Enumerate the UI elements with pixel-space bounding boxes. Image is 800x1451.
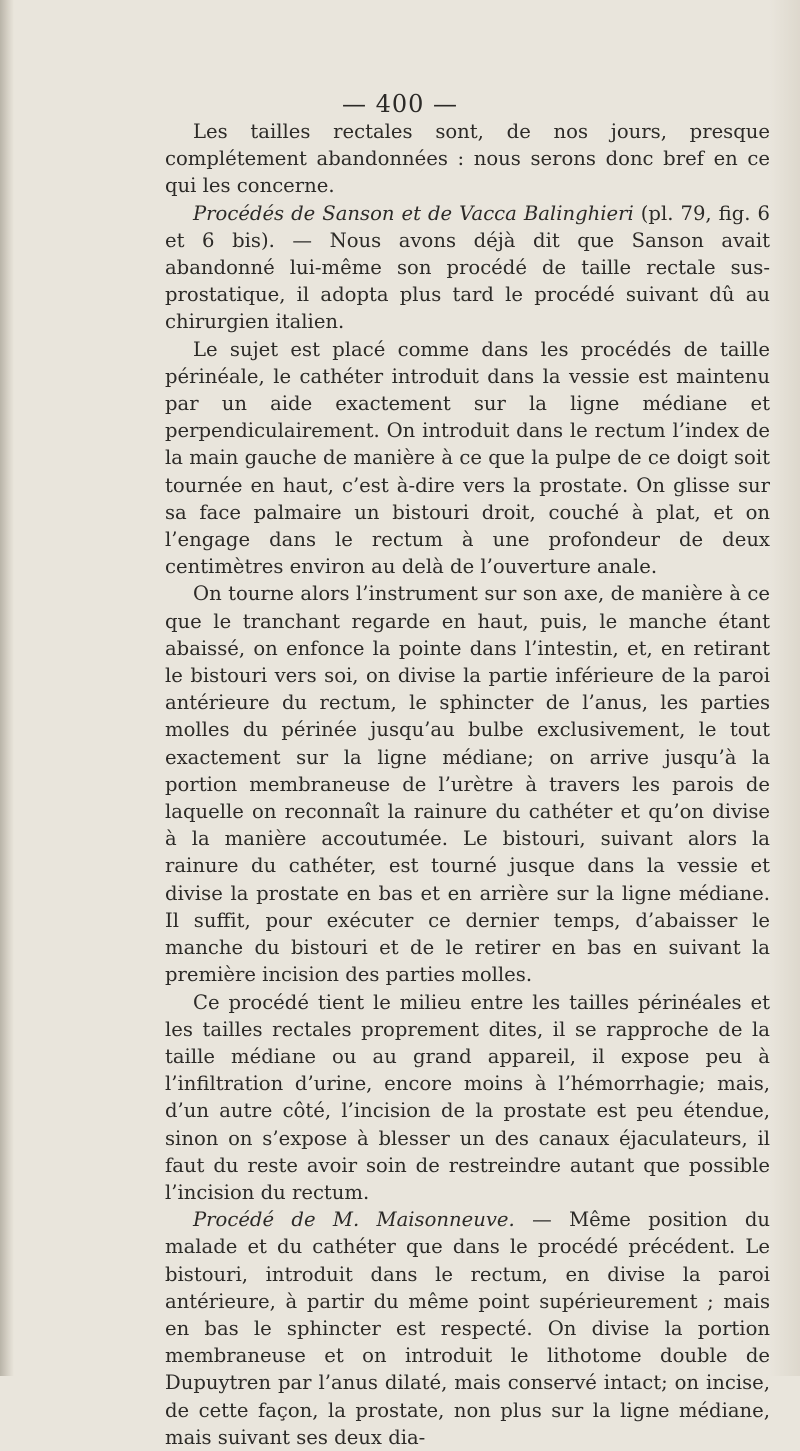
paragraph	[165, 580, 770, 988]
paragraph	[165, 200, 770, 336]
paragraph-text: Les tailles rectales sont, de nos jours, presque complétement abandonnées : nous serons donc bref en ce qui les concerne.	[165, 120, 770, 198]
paragraph	[165, 989, 770, 1207]
paragraph-text: (pl. 79, fig. 6 et 6 bis). — Nous avons déjà dit que Sanson avait abandonné lui-même son procédé de taille rectale sus-prostatique, il adopta plus tard le procédé suivant dû au chirurgien italien.	[165, 201, 770, 334]
paragraph	[165, 1206, 770, 1451]
body-text	[165, 118, 770, 1451]
page-binding-edge	[0, 0, 14, 1376]
paragraph-text: Ce procédé tient le milieu entre les tailles périnéales et les tailles rectales proprement dites, il se rapproche de la taille médiane ou au grand appareil, il expose peu à l’infiltration d’urine, encore moins à l’hémorrhagie; mais, d’un autre côté, l’incision de la prostate est peu étendue, sinon on s’expose à blesser un des canaux éjaculateurs, il faut du reste avoir soin de restreindre autant que possible l’incision du rectum.	[165, 990, 770, 1204]
page-right-shade	[770, 0, 800, 1376]
paragraph-text: — Même position du malade et du cathéter que dans le procédé précédent. Le bistouri, introduit dans le rectum, en divise la paroi antérieure, à partir du même point supérieurement ; mais en bas le sphincter est respecté. On divise la portion membraneuse et on introduit le lithotome double de Dupuytren par l’anus dilaté, mais conservé intact; on incise, de cette façon, la prostate, non plus sur la ligne médiane, mais suivant ses deux dia-	[165, 1208, 770, 1449]
section-heading: Procédé de M. Maisonneuve.	[193, 1208, 515, 1232]
paragraph-text: Le sujet est placé comme dans les procédés de taille périnéale, le cathéter introduit dans la vessie est maintenu par un aide exactement sur la ligne médiane et perpendiculairement. On introduit dans le rectum l’index de la main gauche de manière à ce que la pulpe de ce doigt soit tournée en haut, c’est à-dire vers la prostate. On glisse sur sa face palmaire un bistouri droit, couché à plat, et on l’engage dans le rectum à une profondeur de deux centimètres environ au delà de l’ouverture anale.	[165, 337, 770, 579]
section-heading: Procédés de Sanson et de Vacca Balinghieri	[193, 201, 634, 225]
paragraph	[165, 118, 770, 200]
paragraph-text: On tourne alors l’instrument sur son axe, de manière à ce que le tranchant regarde en haut, puis, le manche étant abaissé, on enfonce la pointe dans l’intestin, et, en retirant le bistouri vers soi, on divise la partie inférieure de la paroi antérieure du rectum, le sphincter de l’anus, les parties molles du périnée jusqu’au bulbe exclusivement, le tout exactement sur la ligne médiane; on arrive jusqu’à la portion membraneuse de l’urètre à travers les parois de laquelle on reconnaît la rainure du cathéter et qu’on divise à la manière accoutumée. Le bistouri, suivant alors la rainure du cathéter, est tourné jusque dans la vessie et divise la prostate en bas et en arrière sur la ligne médiane. Il suffit, pour exécuter ce dernier temps, d’abaisser le manche du bistouri et de le retirer en bas en suivant la première incision des parties molles.	[165, 582, 770, 987]
paragraph	[165, 336, 770, 581]
page-number: — 400 —	[341, 90, 459, 118]
